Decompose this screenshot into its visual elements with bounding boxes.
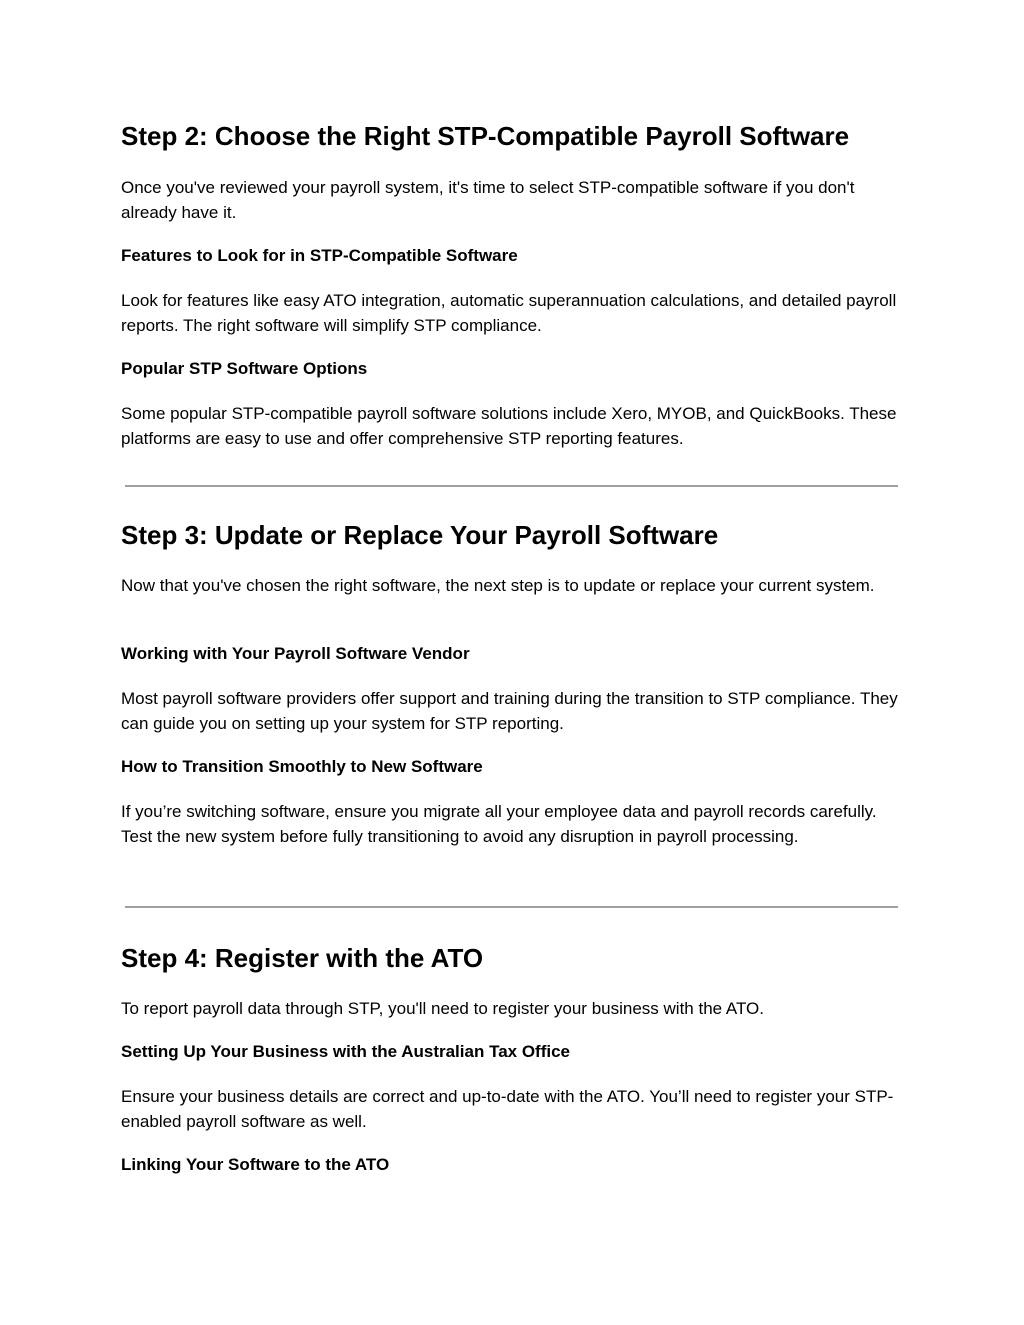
- section-intro-step-4: To report payroll data through STP, you'll need to register your business with the ATO.: [121, 999, 764, 1018]
- subsection-heading-vendor: Working with Your Payroll Software Vendor: [121, 644, 470, 663]
- section-divider: [125, 485, 898, 487]
- subsection-heading-linking: Linking Your Software to the ATO: [121, 1155, 390, 1174]
- section-intro-step-3: Now that you've chosen the right software, the next step is to update or replace your current system.: [121, 576, 875, 595]
- subsection-heading-popular-options: Popular STP Software Options: [121, 359, 368, 378]
- subsection-heading-transition: How to Transition Smoothly to New Software: [121, 757, 483, 776]
- section-heading-step-3: Step 3: Update or Replace Your Payroll Software: [121, 520, 719, 550]
- section-intro-step-2: Once you've reviewed your payroll system, it's time to select STP-compatible software if you don't already have it.: [121, 178, 855, 222]
- section-heading-step-4: Step 4: Register with the ATO: [121, 943, 484, 973]
- subsection-text-features: Look for features like easy ATO integration, automatic superannuation calculations, and detailed payroll reports. The right software will simplify STP compliance.: [121, 291, 897, 335]
- subsection-text-transition: If you’re switching software, ensure you migrate all your employee data and payroll records carefully. Test the new system before fully transitioning to avoid any disruption in payroll processing.: [121, 802, 877, 846]
- subsection-text-popular-options: Some popular STP-compatible payroll software solutions include Xero, MYOB, and QuickBooks. These platforms are easy to use and offer comprehensive STP reporting features.: [121, 404, 897, 448]
- subsection-heading-features: Features to Look for in STP-Compatible Software: [121, 246, 518, 265]
- subsection-text-register: Ensure your business details are correct and up-to-date with the ATO. You’ll need to register your STP-enabled payroll software as well.: [121, 1087, 894, 1131]
- subsection-text-vendor: Most payroll software providers offer support and training during the transition to STP compliance. They can guide you on setting up your system for STP reporting.: [121, 689, 898, 733]
- subsection-heading-register: Setting Up Your Business with the Australian Tax Office: [121, 1042, 570, 1061]
- section-heading-step-2: Step 2: Choose the Right STP-Compatible Payroll Software: [121, 121, 850, 151]
- section-divider: [125, 906, 898, 908]
